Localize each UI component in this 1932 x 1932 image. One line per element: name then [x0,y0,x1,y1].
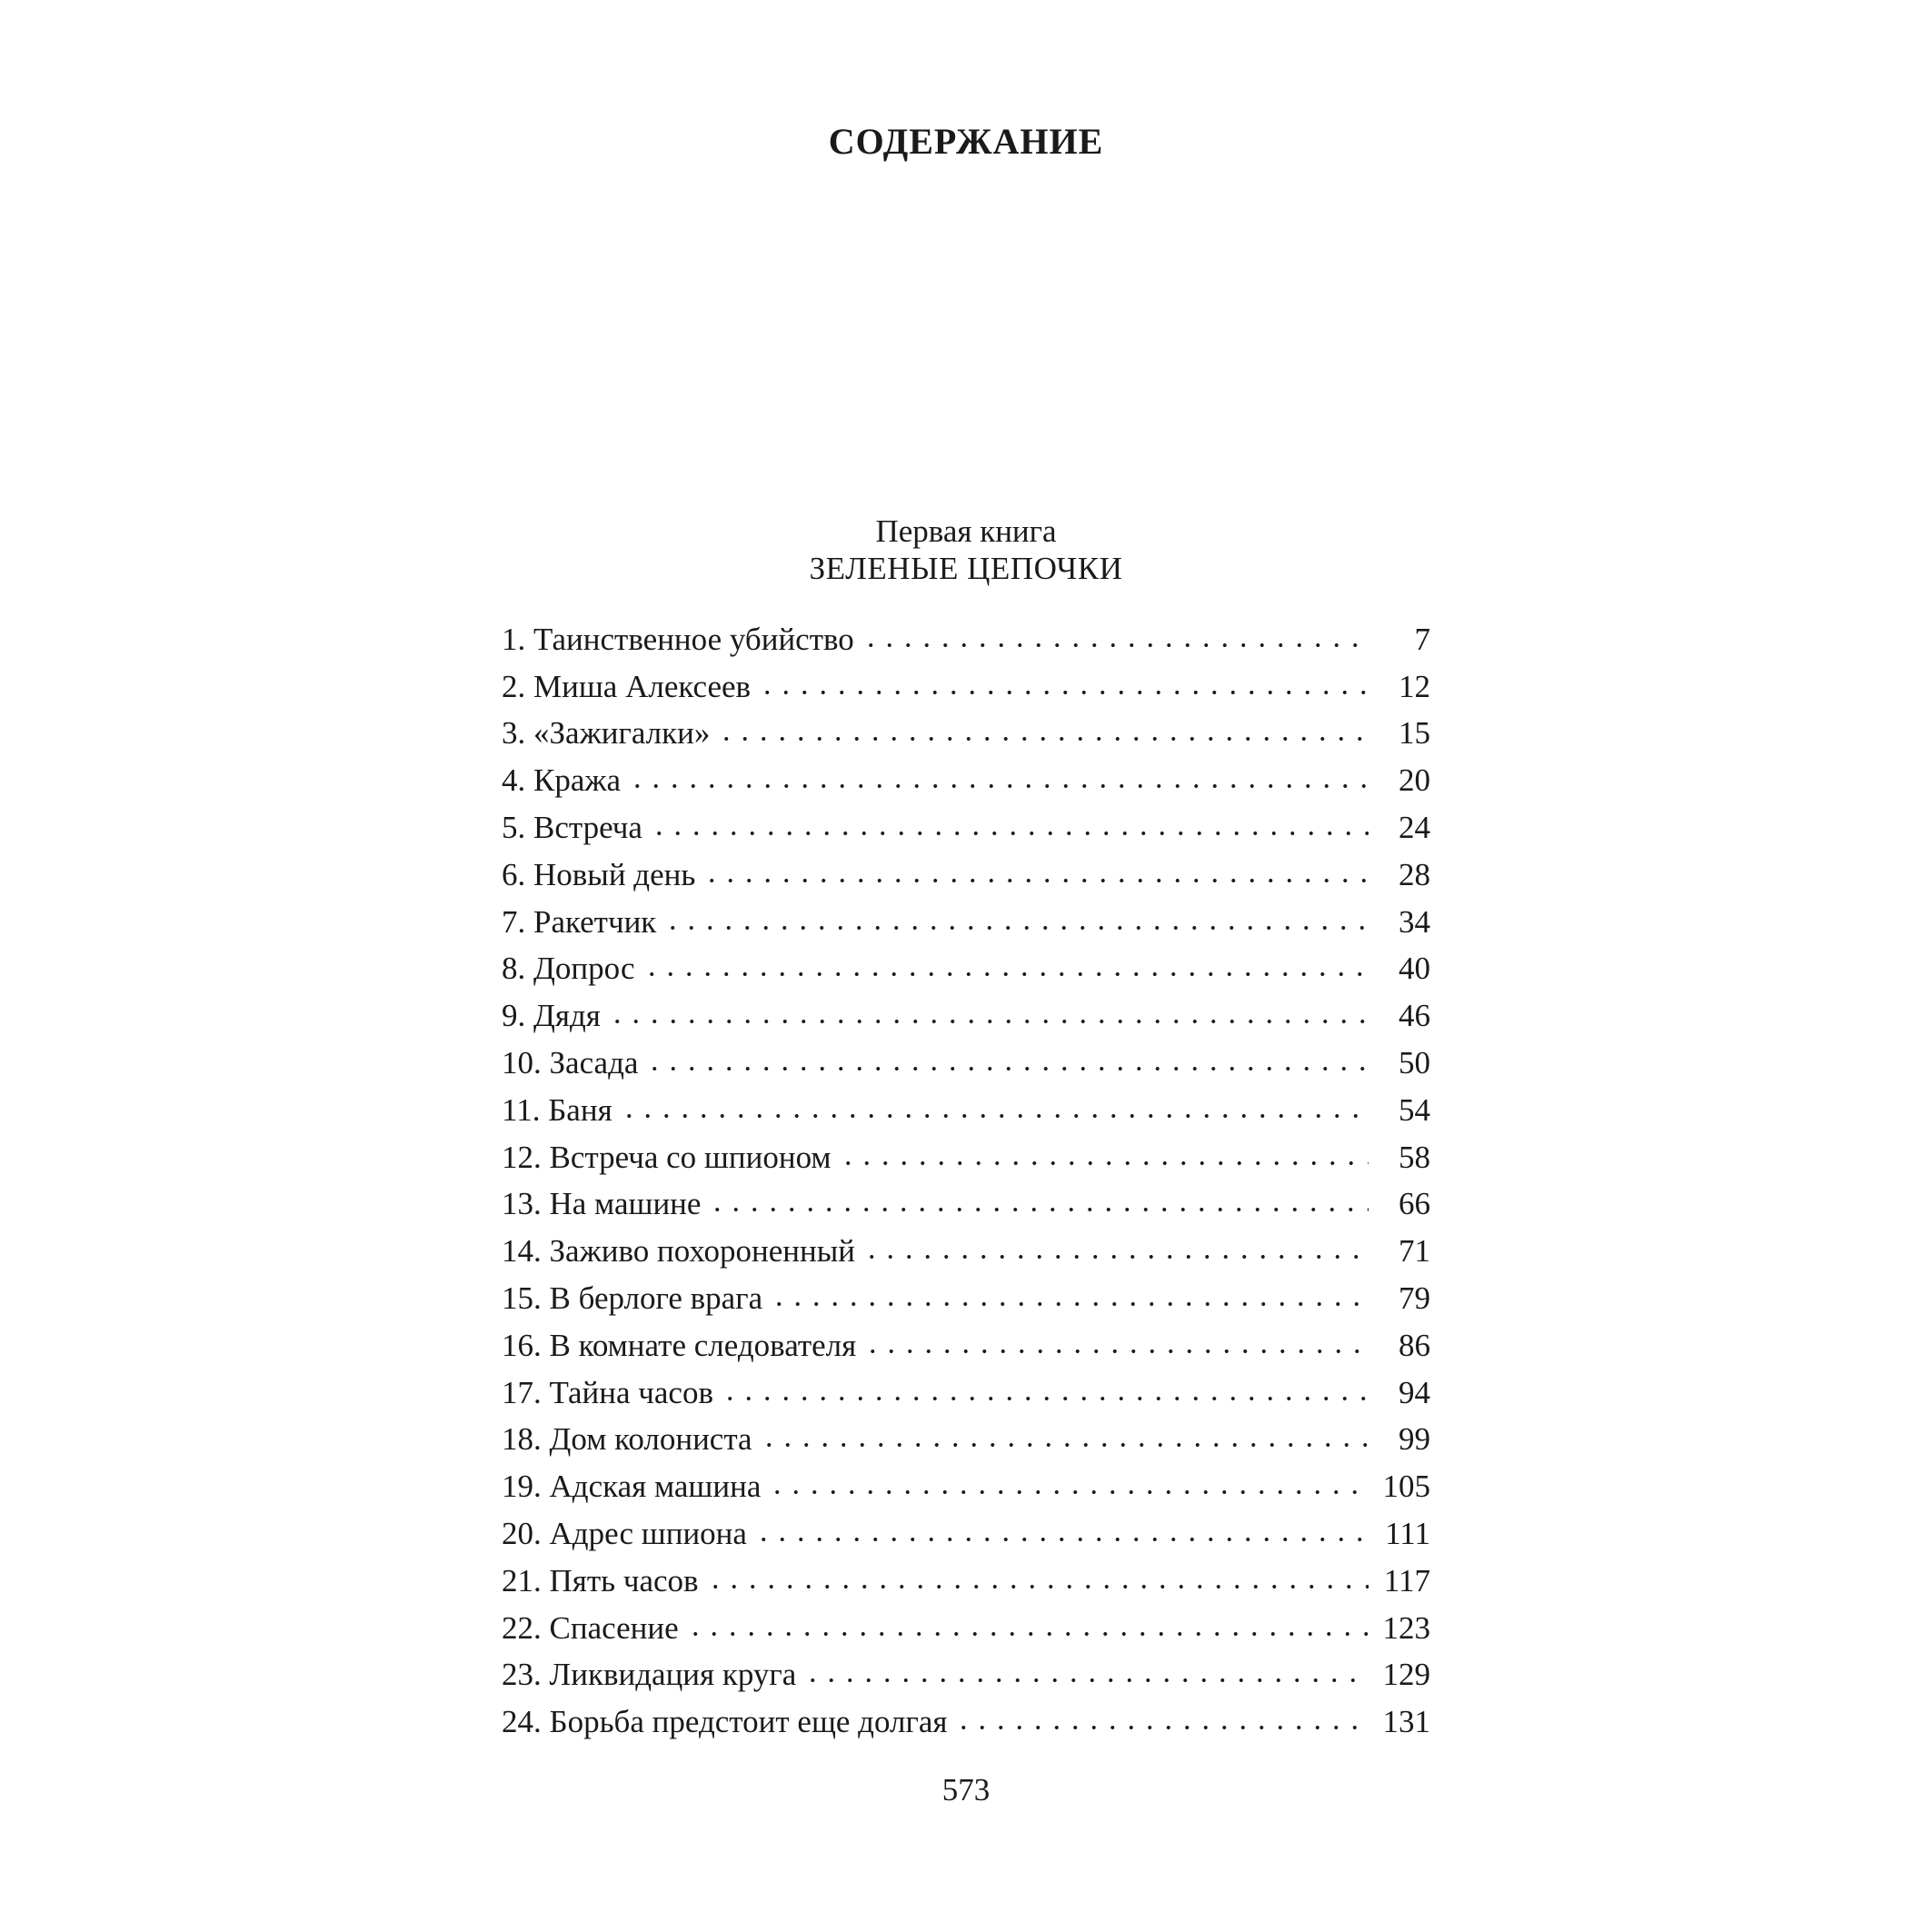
toc-entry-page: 40 [1399,951,1430,987]
toc-entry [502,1364,1430,1411]
toc-entry-page: 7 [1414,621,1430,657]
dot-leader [861,641,1369,650]
toc-entry-page: 58 [1399,1139,1430,1175]
dot-leader [706,1582,1369,1591]
toc-entry-title: 24. Борьба предстоит еще долгая [502,1704,948,1740]
toc-entry [502,752,1430,799]
page-title: СОДЕРЖАНИЕ [828,121,1104,162]
toc-entry-title: 17. Тайна часов [502,1374,713,1410]
toc-entry-title: 10. Засада [502,1044,639,1081]
part-name: ЗЕЛЕНЫЕ ЦЕПОЧКИ [809,551,1123,586]
toc-entry [502,941,1430,988]
toc-entry-title: 14. Заживо похороненный [502,1233,856,1270]
dot-leader [645,1064,1369,1073]
toc-entry-page: 105 [1382,1469,1430,1505]
dot-leader [620,1111,1369,1120]
dot-leader [758,688,1369,697]
toc-entry [502,1129,1430,1176]
toc-entry-page: 54 [1399,1091,1430,1128]
toc-entry [502,1222,1430,1270]
toc-entry-title: 6. Новый день [502,856,696,892]
toc-entry-page: 123 [1382,1609,1430,1646]
toc-entry-title: 2. Миша Алексеев [502,668,752,704]
dot-leader [863,1347,1369,1356]
toc-entry-page: 71 [1399,1233,1430,1270]
toc-entry-page: 111 [1385,1515,1430,1551]
toc-entry-title: 18. Дом колониста [502,1421,752,1458]
toc-entry-title: 7. Ракетчик [502,903,657,940]
toc-entry-page: 117 [1383,1562,1430,1598]
toc-entry-title: 12. Встреча со шпионом [502,1139,832,1175]
dot-leader [642,970,1369,979]
toc-entry-page: 24 [1399,809,1430,845]
toc-entry-title: 3. «Зажигалки» [502,715,711,752]
toc-entry-page: 86 [1399,1327,1430,1363]
toc-entry-title: 23. Ликвидация круга [502,1657,797,1693]
toc-entry [502,1081,1430,1129]
toc-entry-title: 21. Пять часов [502,1562,699,1598]
toc-entry-page: 28 [1399,856,1430,892]
toc-entry-title: 1. Таинственное убийство [502,621,854,657]
dot-leader [702,876,1369,885]
toc-entry-title: 13. На машине [502,1186,702,1222]
toc-entry-title: 8. Допрос [502,951,635,987]
dot-leader [717,734,1369,743]
dot-leader [650,829,1369,838]
dot-leader [862,1252,1369,1261]
toc-entry [502,658,1430,705]
toc-entry [502,1552,1430,1599]
toc-entry-title: 4. Кража [502,762,622,799]
toc-entry [502,611,1430,658]
toc-entry-title: 9. Дядя [502,998,601,1034]
toc-entry [502,1034,1430,1081]
part-label: Первая книга [875,513,1057,549]
dot-leader [628,782,1369,791]
page-number: 573 [941,1772,991,1808]
dot-leader [760,1440,1369,1449]
toc-entry-page: 46 [1399,998,1430,1034]
toc-entry-page: 50 [1399,1044,1430,1081]
dot-leader [803,1676,1369,1685]
toc-entry-page: 34 [1399,903,1430,940]
toc-entry-title: 11. Баня [502,1091,612,1128]
toc-entry [502,1599,1430,1647]
table-of-contents [502,611,1430,1740]
dot-leader [839,1159,1369,1168]
dot-leader [686,1629,1369,1638]
toc-entry [502,705,1430,752]
toc-entry-title: 16. В комнате следователя [502,1327,857,1363]
toc-entry [502,846,1430,893]
dot-leader [708,1205,1369,1214]
toc-entry-page: 15 [1399,715,1430,752]
toc-entry-page: 79 [1399,1280,1430,1316]
toc-entry [502,1693,1430,1740]
toc-entry [502,893,1430,941]
toc-entry-page: 20 [1399,762,1430,799]
toc-entry-page: 66 [1399,1186,1430,1222]
dot-leader [663,923,1369,932]
toc-entry [502,1411,1430,1459]
toc-entry [502,1317,1430,1364]
dot-leader [721,1394,1369,1403]
toc-entry [502,987,1430,1034]
toc-entry [502,1505,1430,1552]
toc-entry-title: 15. В берлоге врага [502,1280,763,1316]
toc-entry-page: 99 [1399,1421,1430,1458]
toc-entry-page: 131 [1382,1704,1430,1740]
toc-entry [502,1458,1430,1505]
dot-leader [770,1300,1369,1309]
toc-entry-title: 5. Встреча [502,809,642,845]
toc-entry-page: 129 [1382,1657,1430,1693]
toc-entry [502,1647,1430,1694]
dot-leader [608,1017,1369,1026]
toc-entry-title: 20. Адрес шпиона [502,1515,747,1551]
dot-leader [954,1723,1369,1732]
toc-entry-page: 94 [1399,1374,1430,1410]
toc-entry-title: 22. Спасение [502,1609,679,1646]
toc-entry [502,1176,1430,1223]
toc-entry [502,1270,1430,1317]
dot-leader [768,1488,1369,1497]
toc-entry-page: 12 [1399,668,1430,704]
toc-entry [502,799,1430,846]
dot-leader [754,1535,1369,1544]
toc-entry-title: 19. Адская машина [502,1469,762,1505]
